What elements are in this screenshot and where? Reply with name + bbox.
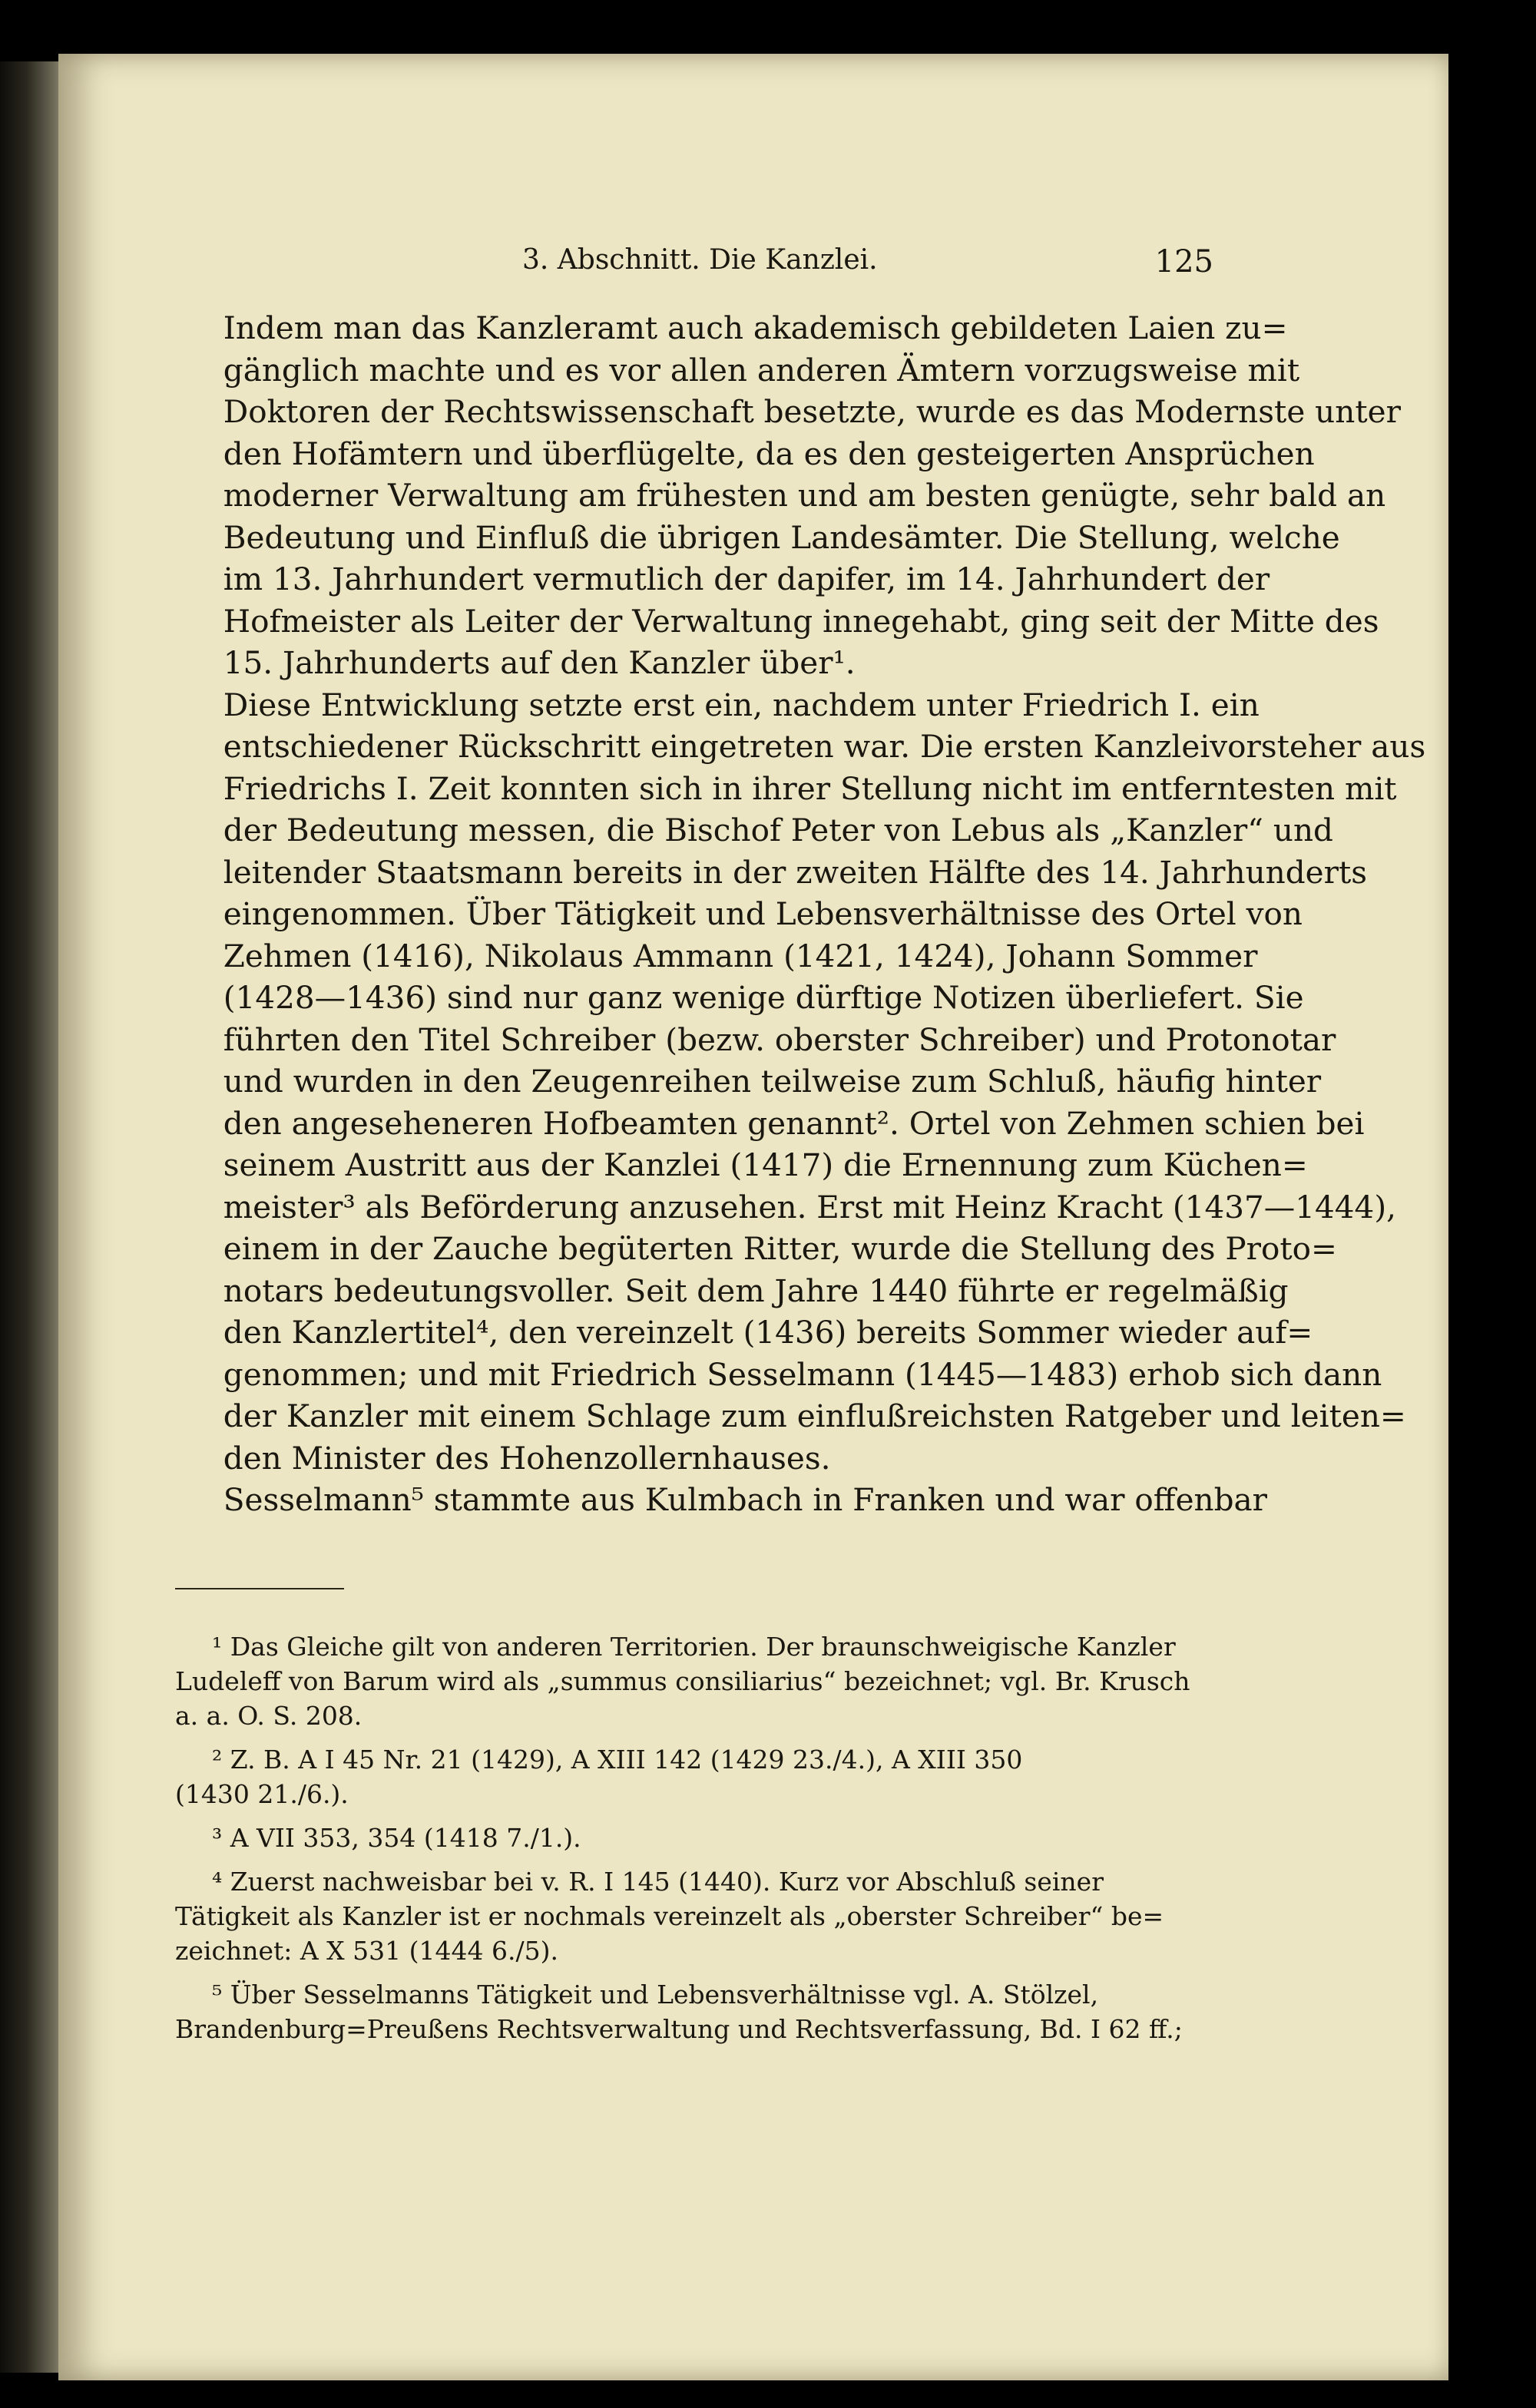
text-line: genommen; und mit Friedrich Sesselmann (1445—1483) erhob sich dann [223,1355,1382,1393]
footnote-divider [175,1588,344,1589]
footnote-line: Tätigkeit als Kanzler ist er nochmals vereinzelt als „oberster Schreiber“ be= [175,1901,1164,1931]
paragraph-3 [175,1479,1268,1521]
text-line: gänglich machte und es vor allen anderen Ämtern vorzugsweise mit [223,351,1300,389]
text-line: führten den Titel Schreiber (bezw. oberster Schreiber) und Protonotar [223,1020,1336,1058]
text-line: Hofmeister als Leiter der Verwaltung innegehabt, ging seit der Mitte des [223,602,1379,640]
running-title: 3. Abschnitt. Die Kanzlei. [522,244,878,276]
footnote-line: ⁴ Zuerst nachweisbar bei v. R. I 145 (1440). Kurz vor Abschluß seiner [212,1867,1104,1897]
paragraph-2 [175,684,1426,1480]
footnote-line: ³ A VII 353, 354 (1418 7./1.). [212,1823,581,1853]
footnote-3 [175,1821,1204,1855]
text-line: den angeseheneren Hofbeamten genannt². Ortel von Zehmen schien bei [223,1104,1365,1142]
footnote-4 [175,1864,1204,1968]
text-line: und wurden in den Zeugenreihen teilweise zum Schluß, häufig hinter [223,1063,1322,1100]
footnote-line: zeichnet: A X 531 (1444 6./5). [175,1936,558,1966]
text-line: entschiedener Rückschritt eingetreten war. Die ersten Kanzleivorsteher aus [223,728,1426,765]
text-line: Diese Entwicklung setzte erst ein, nachdem unter Friedrich I. ein [223,686,1260,723]
footnote-line: (1430 21./6.). [175,1779,349,1809]
footnote-line: Brandenburg=Preußens Rechtsverwaltung und Rechtsverfassung, Bd. I 62 ff.; [175,2014,1183,2044]
text-line: (1428—1436) sind nur ganz wenige dürftige Notizen überliefert. Sie [223,979,1304,1016]
text-line: 15. Jahrhunderts auf den Kanzler über¹. [223,644,856,681]
footnote-line: ² Z. B. A I 45 Nr. 21 (1429), A XIII 142 (1429 23./4.), A XIII 350 [212,1745,1023,1775]
text-line: Indem man das Kanzleramt auch akademisch gebildeten Laien zu= [223,309,1288,346]
footnote-line: Ludeleff von Barum wird als „summus consiliarius“ bezeichnet; vgl. Br. Krusch [175,1666,1190,1696]
text-line: den Kanzlertitel⁴, den vereinzelt (1436) bereits Sommer wieder auf= [223,1314,1313,1351]
footnote-line: ⁵ Über Sesselmanns Tätigkeit und Lebensverhältnisse vgl. A. Stölzel, [212,1980,1099,2009]
text-line: einem in der Zauche begüterten Ritter, wurde die Stellung des Proto= [223,1230,1337,1267]
text-line: den Hofämtern und überflügelte, da es den gesteigerten Ansprüchen [223,435,1315,472]
text-line: der Bedeutung messen, die Bischof Peter von Lebus als „Kanzler“ und [223,812,1333,848]
footnote-1 [175,1629,1204,1733]
text-line: notars bedeutungsvoller. Seit dem Jahre 1440 führte er regelmäßig [223,1272,1289,1309]
text-line: meister³ als Beförderung anzusehen. Erst mit Heinz Kracht (1437—1444), [223,1188,1396,1226]
text-line: den Minister des Hohenzollernhauses. [223,1439,831,1477]
footnote-2 [175,1742,1204,1811]
text-line: leitender Staatsmann bereits in der zweiten Hälfte des 14. Jahrhunderts [223,853,1368,891]
footnote-line: ¹ Das Gleiche gilt von anderen Territorien. Der braunschweigische Kanzler [212,1632,1176,1662]
text-line: seinem Austritt aus der Kanzlei (1417) die Ernennung zum Küchen= [223,1146,1308,1183]
text-line: Zehmen (1416), Nikolaus Ammann (1421, 1424), Johann Sommer [223,937,1258,974]
text-line: eingenommen. Über Tätigkeit und Lebensverhältnisse des Ortel von [223,895,1303,932]
text-line: im 13. Jahrhundert vermutlich der dapifer, im 14. Jahrhundert der [223,561,1270,597]
main-text [175,307,1426,1521]
text-line: moderner Verwaltung am frühesten und am besten genügte, sehr bald an [223,477,1386,514]
page-number: 125 [1154,244,1213,280]
footnote-line: a. a. O. S. 208. [175,1701,362,1731]
text-line: Bedeutung und Einfluß die übrigen Landesämter. Die Stellung, welche [223,518,1340,556]
footnote-5 [175,1977,1204,2046]
page-header [522,244,1213,290]
text-line: Doktoren der Rechtswissenschaft besetzte, wurde es das Modernste unter [223,393,1401,430]
text-line: Friedrichs I. Zeit konnten sich in ihrer Stellung nicht im entferntesten mit [223,769,1397,807]
text-line: Sesselmann⁵ stammte aus Kulmbach in Franken und war offenbar [223,1481,1268,1518]
footnotes [175,1629,1204,2056]
paragraph-1 [175,307,1401,684]
text-line: der Kanzler mit einem Schlage zum einflußreichsten Ratgeber und leiten= [223,1398,1406,1434]
